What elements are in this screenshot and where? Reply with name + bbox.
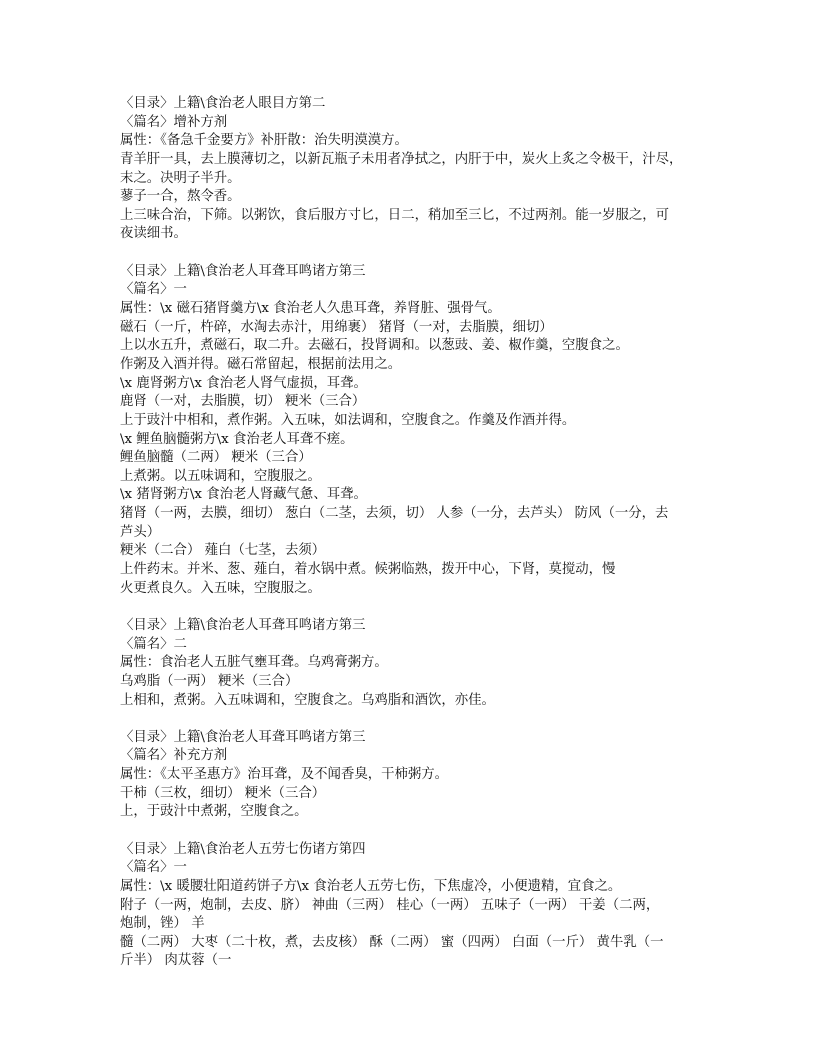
text-line: 炮制，锉） 羊 [120,916,205,932]
document-section [120,729,720,822]
text-line: 磁石（一斤，杵碎，水淘去赤汁，用绵裹） 猪肾（一对，去脂膜，细切） [120,319,553,335]
text-line: 上以水五升，煮磁石，取二升。去磁石，投肾调和。以葱豉、姜、椒作羹，空腹食之。 [120,338,629,354]
text-line: 〈目录〉上籍\食治老人五劳七伤诸方第四 [120,841,366,857]
text-line: 上煮粥。以五味调和，空腹服之。 [120,468,321,484]
document-body [120,95,720,990]
text-line: 上相和，煮粥。入五味调和，空腹食之。乌鸡脂和酒饮，亦佳。 [120,692,495,708]
text-line: 〈篇名〉增补方剂 [120,114,228,130]
text-line: 夜读细书。 [120,226,187,242]
text-line: 末之。决明子半升。 [120,170,241,186]
text-line: 属性：《备急千金要方》补肝散：治失明漠漠方。 [120,133,408,149]
text-line: 属性：食治老人五脏气壅耳聋。乌鸡膏粥方。 [120,655,388,671]
text-line: 火更煮良久。入五味，空腹服之。 [120,580,321,596]
text-line: 〈篇名〉一 [120,860,187,876]
text-line: 青羊肝一具，去上膜薄切之，以新瓦瓶子未用者净拭之，内肝于中，炭火上炙之令极干，汁尽， [120,151,683,167]
text-line: 粳米（二合） 薤白（七茎，去须） [120,543,326,559]
text-line: 〈目录〉上籍\食治老人耳聋耳鸣诸方第三 [120,263,366,279]
text-line: 干柿（三枚，细切） 粳米（三合） [120,785,326,801]
text-line: 鲤鱼脑髓（二两） 粳米（三合） [120,450,312,466]
text-line: \x 鲤鱼脑髓粥方\x 食治老人耳聋不瘥。 [120,431,354,447]
text-line: 上件药末。并米、葱、薤白，着水锅中煮。候粥临熟，拨开中心，下肾，莫搅动，慢 [120,562,616,578]
text-line: 属性：《太平圣惠方》治耳聋，及不闻香臭，干柿粥方。 [120,767,449,783]
text-line: 附子（一两，炮制，去皮、脐） 神曲（三两） 桂心（一两） 五味子（一两） 干姜（二两， [120,897,660,913]
document-section [120,263,720,599]
text-line: 斤半） 肉苁蓉（一 [120,953,232,969]
text-line: 蓼子一合，熬令香。 [120,189,241,205]
text-line: 作粥及入酒并得。磁石常留起，根据前法用之。 [120,356,402,372]
text-line: \x 鹿肾粥方\x 食治老人肾气虚损，耳聋。 [120,375,367,391]
text-line: 〈目录〉上籍\食治老人耳聋耳鸣诸方第三 [120,617,366,633]
text-line: 猪肾（一两，去膜，细切） 葱白（二茎，去须，切） 人参（一分，去芦头） 防风（一分，去 [120,506,669,522]
document-section [120,95,720,244]
text-line: 〈目录〉上籍\食治老人耳聋耳鸣诸方第三 [120,729,366,745]
text-line: 鹿肾（一对，去脂膜，切） 粳米（三合） [120,394,366,410]
text-line: 〈篇名〉补充方剂 [120,748,228,764]
text-line: 髓（二两） 大枣（二十枚，煮，去皮核） 酥（二两） 蜜（四两） 白面（一斤） 黄牛乳（一 [120,934,664,950]
text-line: \x 猪肾粥方\x 食治老人肾藏气惫、耳聋。 [120,487,367,503]
text-line: 属性：\x 磁石猪肾羹方\x 食治老人久患耳聋，养肾脏、强骨气。 [120,301,501,317]
text-line: 上三味合治，下筛。以粥饮，食后服方寸匕，日二，稍加至三匕，不过两剂。能一岁服之，可 [120,207,670,223]
text-line: 上，于豉汁中煮粥，空腹食之。 [120,804,308,820]
document-section [120,841,720,971]
text-line: 〈篇名〉一 [120,282,187,298]
text-line: 上于豉汁中相和，煮作粥。入五味，如法调和，空腹食之。作羹及作酒并得。 [120,412,576,428]
text-line: 〈目录〉上籍\食治老人眼目方第二 [120,96,326,111]
text-line: 乌鸡脂（一两） 粳米（三合） [120,673,299,689]
document-section [120,617,720,710]
text-line: 芦头） [120,524,161,540]
text-line: 属性：\x 暖腰壮阳道药饼子方\x 食治老人五劳七伤，下焦虚冷，小便遗精，宜食之。 [120,878,622,894]
text-line: 〈篇名〉二 [120,636,187,652]
